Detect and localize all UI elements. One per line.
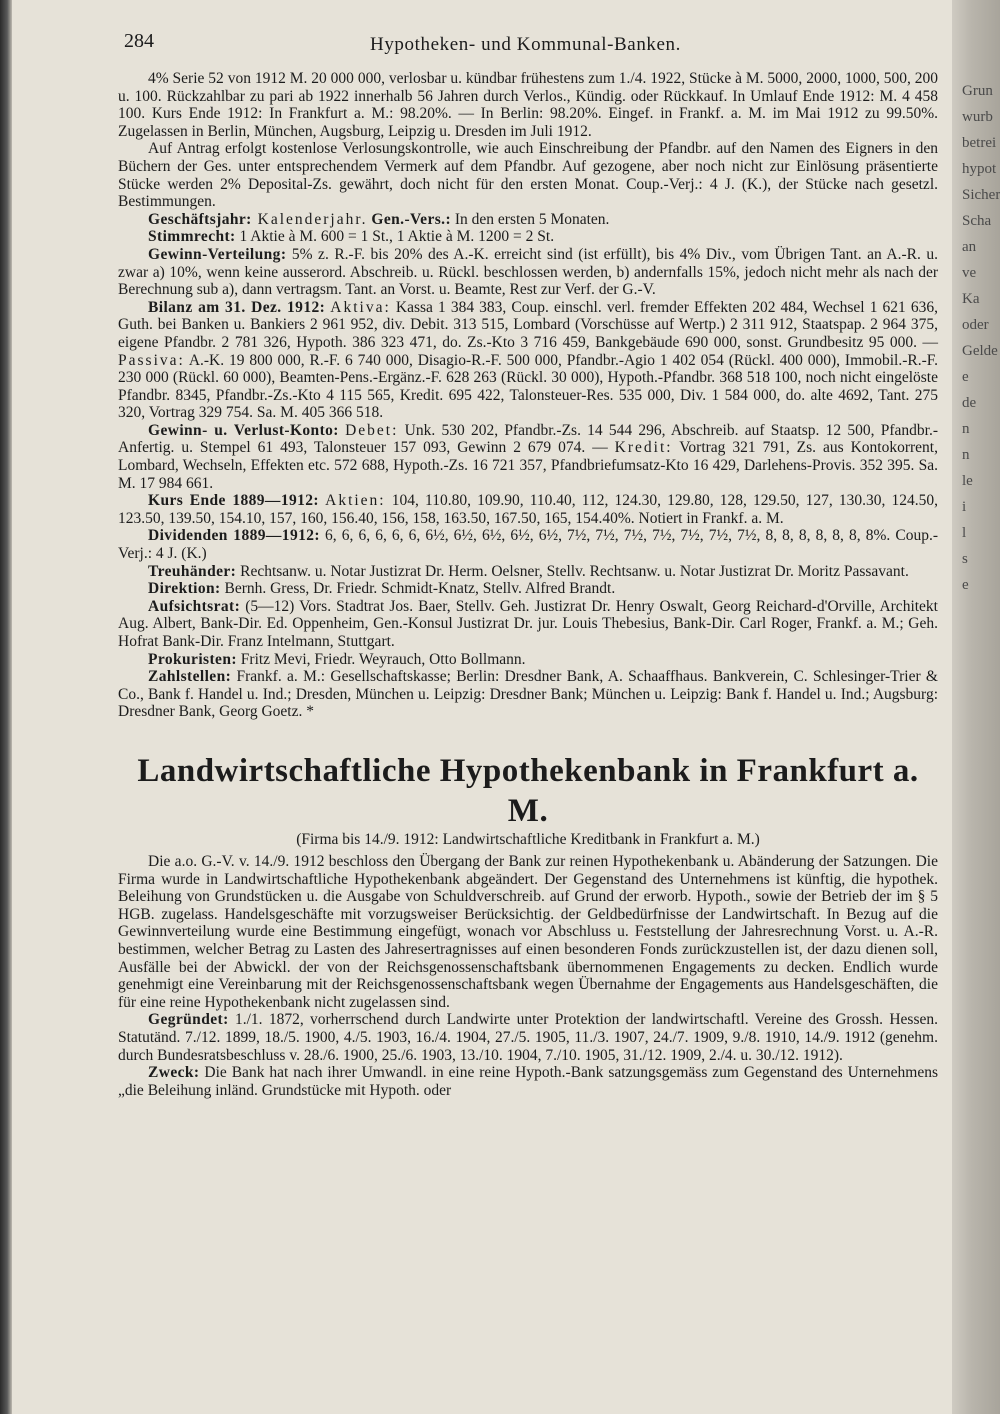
- supervisory-board-text: (5—12) Vors. Stadtrat Jos. Baer, Stellv. Geh. Justizrat Dr. Henry Oswalt, Georg Reichard-d'Orville, Architekt Aug. Albert, Bank-Dir. Ed. Oppenheim, Gen.-Konsul Justizrat Dr. jur. Louis Thebesius, Bank-Dir. Carl Roger, Frankf. a. M.; Geh. Hofrat Bank-Dir. Franz Intelmann, Stuttgart.: [118, 597, 938, 650]
- adjacent-page-fragment: oder: [962, 317, 989, 333]
- balance-sheet-label: Bilanz am 31. Dez. 1912:: [148, 298, 326, 316]
- trustees-text: Rechtsanw. u. Notar Justizrat Dr. Herm. Oelsner, Stellv. Rechtsanw. u. Notar Justizrat Dr. Moritz Passavant.: [236, 562, 909, 580]
- trustees-paragraph: [118, 563, 938, 581]
- liabilities-text: A.-K. 19 800 000, R.-F. 6 740 000, Disagio-R.-F. 500 000, Pfandbr.-Agio 1 402 054 (Rückl. 400 000), Immobil.-R.-F. 230 000 (Rückl. 60 000), Beamten-Pens.-Ergänz.-F. 628 263 (Rückl. 30 000), Hypoth.-Pfandbr. 368 518 100, noch nicht eingelöste Pfandbr. 8345, Pfandbr.-Zs.-Kto 4 115 565, Kredit. 695 422, Talonsteuer-Res. 535 000, Div. 1 584 000, do. alte 4692, Tant. 275 320, Vortrag 329 754. Sa. M. 405 366 518.: [118, 351, 938, 422]
- share-price-paragraph: [118, 492, 938, 527]
- paying-agents-paragraph: [118, 668, 938, 721]
- supervisory-board-paragraph: [118, 598, 938, 651]
- adjacent-page-fragment: Sicher: [962, 187, 1000, 203]
- company-former-name: (Firma bis 14./9. 1912: Landwirtschaftliche Kreditbank in Frankfurt a. M.): [296, 830, 760, 848]
- founded-label: Gegründet:: [148, 1011, 229, 1029]
- paying-agents-label: Zahlstellen:: [148, 668, 232, 686]
- section-spacer: [118, 721, 938, 751]
- debit-label: Debet:: [345, 421, 399, 439]
- general-meeting-label: Gen.-Vers.:: [371, 210, 452, 228]
- right-adjacent-page-strip: [952, 0, 1000, 1414]
- page-number: 284: [124, 30, 154, 52]
- liabilities-label: Passiva:: [118, 351, 185, 369]
- adjacent-page-fragment: i: [962, 499, 967, 515]
- credit-text: Vortrag 321 791, Zs. aus Kontokorrent, Lombard, Wechseln, Effekten etc. 572 688, Hypoth.-Zs. 16 721 357, Pfandbriefumsatz-Kto 16 429, Darlehens-Provis. 352 395. Sa. M. 17 984 661.: [118, 439, 938, 492]
- balance-sheet-paragraph: [118, 299, 938, 422]
- adjacent-page-fragment: ve: [962, 265, 977, 281]
- purpose-text: Die Bank hat nach ihrer Umwandl. in eine reine Hypoth.-Bank satzungsgemäss zum Gegenstand des Unternehmens „die Beleihung inländ. Grundstücke mit Hypoth. oder: [118, 1064, 938, 1099]
- profit-distribution-label: Gewinn-Verteilung:: [148, 245, 287, 263]
- adjacent-page-fragment: s: [962, 551, 968, 567]
- adjacent-page-fragment: an: [962, 239, 977, 255]
- board-text: Bernh. Gress, Dr. Friedr. Schmidt-Knatz, Stellv. Alfred Brandt.: [220, 580, 616, 598]
- adjacent-page-fragment: de: [962, 395, 977, 411]
- assets-label: Aktiva:: [330, 298, 391, 316]
- share-price-label: Kurs Ende 1889—1912:: [148, 492, 319, 510]
- adjacent-page-fragments: [952, 78, 1000, 598]
- debit-text: Unk. 530 202, Pfandbr.-Zs. 14 544 296, Abschreib. auf Staatsp. 12 500, Pfandbr.-Anfertig. u. Stempel 61 493, Talonsteuer 157 093, Gewinn 2 679 074. —: [118, 421, 938, 457]
- adjacent-page-fragment: Gelde: [962, 343, 998, 359]
- lottery-control-paragraph: Auf Antrag erfolgt kostenlose Verlosungskontrolle, wie auch Einschreibung der Pfandbr. auf den Namen des Eigners in den Büchern der Ges. unter entsprechendem Vermerk auf dem Pfandbr. Auf gezogene, aber noch nicht zur Einlösung präsentierte Stücke werden 2% Deposital-Zs. gewährt, doch nicht für den ersten Monat. Coup.-Verj.: 4 J. (K.), der Stücke nach gesetzl. Bestimmungen.: [118, 140, 938, 211]
- adjacent-page-fragment: Ka: [962, 291, 980, 307]
- new-entry: [118, 751, 938, 1099]
- dividends-text: 6, 6, 6, 6, 6, 6, 6½, 6½, 6½, 6½, 6½, 7½, 7½, 7½, 7½, 7½, 7½, 7½, 8, 8, 8, 8, 8, 8, 8%. Coup.-Verj.: 4 J. (K.): [118, 527, 938, 563]
- left-binding-edge: [0, 0, 12, 1414]
- adjacent-page-fragment: hypot: [962, 161, 997, 177]
- fiscal-year-line: [118, 211, 938, 229]
- board-line: [118, 580, 938, 598]
- entry-continuation: [118, 70, 938, 721]
- authorized-signatories-line: [118, 651, 938, 669]
- adjacent-page-fragment: l: [962, 525, 967, 541]
- board-label: Direktion:: [148, 580, 221, 598]
- profit-loss-label: Gewinn- u. Verlust-Konto:: [148, 421, 339, 439]
- adjacent-page-fragment: e: [962, 577, 969, 593]
- paying-agents-text: Frankf. a. M.: Gesellschaftskasse; Berlin: Dresdner Bank, A. Schaaffhaus. Bankverein, C. Schlesinger-Trier & Co., Bank f. Handel u. Ind.; Dresden, München u. Leipzig: Dresdner Bank; München u. Leipzig: Bank f. Handel u. Ind.; Augsburg: Dresdner Bank, Georg Goetz. *: [118, 668, 938, 721]
- purpose-label: Zweck:: [148, 1064, 200, 1082]
- founded-paragraph: [118, 1011, 938, 1064]
- voting-right-label: Stimmrecht:: [148, 228, 236, 246]
- page-header: [118, 30, 938, 70]
- share-price-text: 104, 110.80, 109.90, 110.40, 112, 124.30, 129.80, 128, 129.50, 127, 130.30, 124.50, 123.50, 139.50, 154.10, 157, 160, 156.40, 156, 158, 163.50, 167.50, 165, 154.40%. Notiert in Frankf. a. M.: [118, 492, 938, 527]
- fiscal-year-label: Geschäftsjahr:: [148, 210, 252, 228]
- profit-distribution-text: 5% z. R.-F. bis 20% des A.-K. erreicht sind (ist erfüllt), bis 4% Div., vom Übrigen Tant. an A.-R. u. zwar a) 10%, wenn keine ausserord. Abschreib. u. Rückl. beschlossen werden, b) andernfalls 15%, jedoch nicht mehr als nach der Berechnung sub a), dann vertragsm. Tant. an Vorst. u. Beamte, Rest zur Verf. der G.-V.: [118, 245, 938, 299]
- adjacent-page-fragment: Grun: [962, 83, 993, 99]
- trustees-label: Treuhänder:: [148, 562, 237, 580]
- profit-loss-paragraph: [118, 422, 938, 492]
- adjacent-page-fragment: Scha: [962, 213, 992, 229]
- company-title: Landwirtschaftliche Hypothekenbank in Frankfurt a. M.: [137, 752, 919, 829]
- adjacent-page-fragment: e: [962, 369, 969, 385]
- shares-label: Aktien:: [325, 492, 386, 510]
- bond-series-paragraph: 4% Serie 52 von 1912 M. 20 000 000, verlosbar u. kündbar frühestens zum 1./4. 1922, Stücke à M. 5000, 2000, 1000, 500, 200 u. 100. Rückzahlbar zu pari ab 1922 innerhalb 56 Jahren durch Verlos., Kündig. oder Rückkauf. In Umlauf Ende 1912: M. 4 458 100. Kurs Ende 1912: In Frankfurt a. M.: 98.20%. — In Berlin: 98.20%. Eingef. in Frankf. a. M. im Mai 1912 zu 99.50%. Zugelassen in Berlin, München, Augsburg, Leipzig u. Dresden im Juli 1912.: [118, 70, 938, 140]
- adjacent-page-fragment: n: [962, 421, 970, 437]
- adjacent-page-fragment: n: [962, 447, 970, 463]
- fiscal-year-text: Kalenderjahr.: [251, 210, 368, 228]
- purpose-paragraph: [118, 1064, 938, 1099]
- adjacent-page-fragment: betrei: [962, 135, 997, 151]
- dividends-label: Dividenden 1889—1912:: [148, 527, 320, 545]
- adjacent-page-fragment: le: [962, 473, 973, 489]
- authorized-signatories-label: Prokuristen:: [148, 650, 237, 668]
- credit-label: Kredit:: [614, 439, 673, 457]
- adjacent-page-fragment: wurb: [962, 109, 993, 125]
- general-meeting-text: In den ersten 5 Monaten.: [451, 210, 610, 228]
- book-page: [118, 30, 938, 1099]
- assets-text: Kassa 1 384 383, Coup. einschl. verl. fremder Effekten 202 484, Wechsel 1 621 636, Guth. bei Banken u. Bankiers 2 961 952, div. Debit. 313 515, Lombard (Vorschüsse auf Wertp.) 2 311 912, Staatspap. 2 964 375, eigene Pfandbr. 2 781 326, Hypoth. 386 323 471, do. Zs.-Kto 3 716 459, Bankgebäude 690 000, sonst. Grundbesitz 95 000. —: [118, 298, 938, 351]
- founded-text: 1./1. 1872, vorherrschend durch Landwirte unter Protektion der landwirtschaftl. Vereine des Grossh. Hessen. Statutänd. 7./12. 1899, 18./5. 1900, 4./5. 1903, 16./4. 1904, 27./5. 1905, 11./3. 1907, 24./7. 1909, 9./8. 1910, 14./9. 1912 (genehm. durch Bundesratsbeschluss v. 28./6. 1900, 25./6. 1903, 13./10. 1904, 7./10. 1905, 31./12. 1909, 2./4. u. 30./12. 1912).: [118, 1011, 938, 1064]
- dividends-paragraph: [118, 527, 938, 562]
- running-title: Hypotheken- und Kommunal-Banken.: [370, 34, 681, 55]
- conversion-paragraph: Die a.o. G.-V. v. 14./9. 1912 beschloss den Übergang der Bank zur reinen Hypothekenbank u. Abänderung der Satzungen. Die Firma wurde in Landwirtschaftliche Hypothekenbank abgeändert. Der Gegenstand des Unternehmens ist künftig, die hypothek. Beleihung von Grundstücken u. die Ausgabe von Schuldverschreib. auf Grund der erworb. Hypoth., sowie der Betrieb der im § 5 HGB. zugelass. Handelsgeschäfte mit vorzugsweiser Berücksichtig. der Geldbedürfnisse der Landwirtschaft. In Bezug auf die Gewinnverteilung wurde eine Bestimmung eingefügt, wonach vor Abschluss u. Feststellung der Jahresrechnung Vorst. u. A.-R. bestimmen, welcher Betrag zu Lasten des Jahresertragnisses auf einen besonderen Fonds zurückzustellen ist, der dazu dienen soll, Ausfälle bei der Abwickl. der von der Reichsgenossenschaftsbank übernommenen Engagements zu decken. Endlich wurde genehmigt eine Vereinbarung mit der Reichsgenossenschaftsbank wegen Übernahme der Engagements aus Handelsgeschäften, die für eine reine Hypothekenbank nicht zugelassen sind.: [118, 852, 938, 1011]
- voting-right-line: [118, 228, 938, 246]
- voting-right-text: 1 Aktie à M. 600 = 1 St., 1 Aktie à M. 1200 = 2 St.: [235, 228, 555, 246]
- profit-distribution-paragraph: [118, 246, 938, 299]
- authorized-signatories-text: Fritz Mevi, Friedr. Weyrauch, Otto Bollmann.: [236, 650, 526, 668]
- supervisory-board-label: Aufsichtsrat:: [148, 597, 241, 615]
